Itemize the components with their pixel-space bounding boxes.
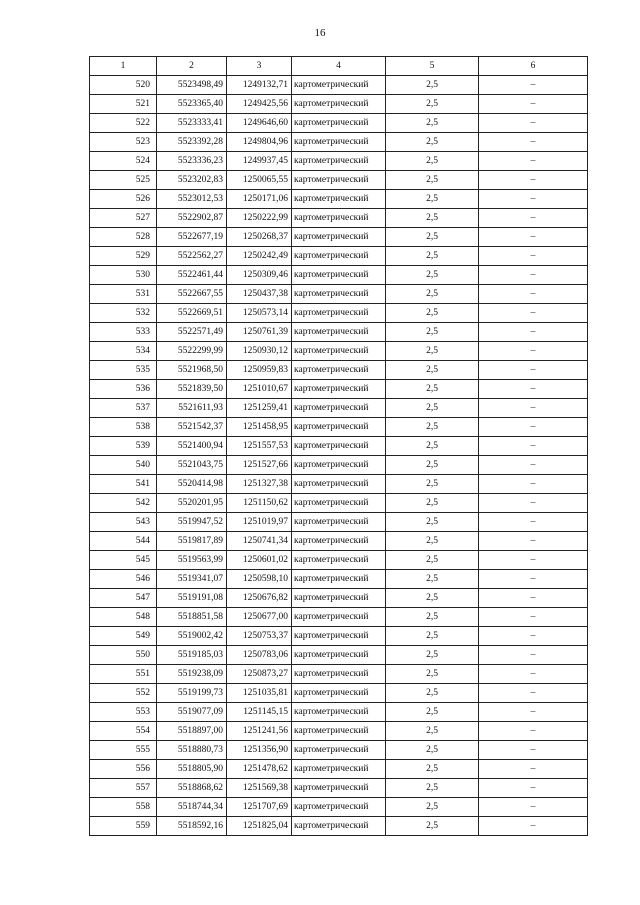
y-coordinate-cell: 1251458,95	[227, 418, 292, 437]
method-cell: картометрический	[292, 209, 386, 228]
accuracy-cell: 2,5	[386, 247, 479, 266]
y-coordinate-cell: 1250783,06	[227, 646, 292, 665]
method-cell: картометрический	[292, 741, 386, 760]
y-coordinate-cell: 1249425,56	[227, 95, 292, 114]
method-cell: картометрический	[292, 684, 386, 703]
accuracy-cell: 2,5	[386, 817, 479, 836]
accuracy-cell: 2,5	[386, 741, 479, 760]
description-cell: –	[479, 494, 588, 513]
description-cell: –	[479, 285, 588, 304]
method-cell: картометрический	[292, 551, 386, 570]
accuracy-cell: 2,5	[386, 722, 479, 741]
table-row	[90, 247, 588, 266]
accuracy-cell: 2,5	[386, 76, 479, 95]
x-coordinate-cell: 5518805,90	[157, 760, 227, 779]
method-cell: картометрический	[292, 399, 386, 418]
accuracy-cell: 2,5	[386, 646, 479, 665]
point-number-cell: 539	[90, 437, 157, 456]
description-cell: –	[479, 760, 588, 779]
point-number-cell: 538	[90, 418, 157, 437]
accuracy-cell: 2,5	[386, 475, 479, 494]
table-header	[90, 57, 588, 76]
x-coordinate-cell: 5519563,99	[157, 551, 227, 570]
table-row	[90, 703, 588, 722]
table-row	[90, 551, 588, 570]
table-row	[90, 608, 588, 627]
x-coordinate-cell: 5523498,49	[157, 76, 227, 95]
point-number-cell: 558	[90, 798, 157, 817]
description-cell: –	[479, 741, 588, 760]
accuracy-cell: 2,5	[386, 285, 479, 304]
method-cell: картометрический	[292, 247, 386, 266]
table-row	[90, 171, 588, 190]
accuracy-cell: 2,5	[386, 209, 479, 228]
accuracy-cell: 2,5	[386, 342, 479, 361]
accuracy-cell: 2,5	[386, 684, 479, 703]
table-row	[90, 152, 588, 171]
description-cell: –	[479, 779, 588, 798]
accuracy-cell: 2,5	[386, 437, 479, 456]
y-coordinate-cell: 1250959,83	[227, 361, 292, 380]
x-coordinate-cell: 5523333,41	[157, 114, 227, 133]
method-cell: картометрический	[292, 437, 386, 456]
x-coordinate-cell: 5521542,37	[157, 418, 227, 437]
x-coordinate-cell: 5519238,09	[157, 665, 227, 684]
description-cell: –	[479, 380, 588, 399]
point-number-cell: 525	[90, 171, 157, 190]
y-coordinate-cell: 1250437,38	[227, 285, 292, 304]
method-cell: картометрический	[292, 76, 386, 95]
x-coordinate-cell: 5519199,73	[157, 684, 227, 703]
point-number-cell: 546	[90, 570, 157, 589]
y-coordinate-cell: 1251259,41	[227, 399, 292, 418]
table-row	[90, 589, 588, 608]
description-cell: –	[479, 703, 588, 722]
point-number-cell: 554	[90, 722, 157, 741]
method-cell: картометрический	[292, 608, 386, 627]
method-cell: картометрический	[292, 456, 386, 475]
header-col-1: 1	[90, 57, 157, 76]
accuracy-cell: 2,5	[386, 228, 479, 247]
point-number-cell: 544	[90, 532, 157, 551]
point-number-cell: 542	[90, 494, 157, 513]
description-cell: –	[479, 456, 588, 475]
y-coordinate-cell: 1250222,99	[227, 209, 292, 228]
method-cell: картометрический	[292, 532, 386, 551]
method-cell: картометрический	[292, 228, 386, 247]
accuracy-cell: 2,5	[386, 361, 479, 380]
y-coordinate-cell: 1250573,14	[227, 304, 292, 323]
point-number-cell: 520	[90, 76, 157, 95]
y-coordinate-cell: 1250753,37	[227, 627, 292, 646]
accuracy-cell: 2,5	[386, 665, 479, 684]
description-cell: –	[479, 665, 588, 684]
point-number-cell: 550	[90, 646, 157, 665]
table-row	[90, 228, 588, 247]
table-row	[90, 95, 588, 114]
point-number-cell: 536	[90, 380, 157, 399]
page-number: 16	[314, 27, 326, 39]
y-coordinate-cell: 1251825,04	[227, 817, 292, 836]
x-coordinate-cell: 5523202,83	[157, 171, 227, 190]
y-coordinate-cell: 1251150,62	[227, 494, 292, 513]
x-coordinate-cell: 5519191,08	[157, 589, 227, 608]
x-coordinate-cell: 5521968,50	[157, 361, 227, 380]
accuracy-cell: 2,5	[386, 570, 479, 589]
description-cell: –	[479, 95, 588, 114]
table-row	[90, 760, 588, 779]
x-coordinate-cell: 5521400,94	[157, 437, 227, 456]
method-cell: картометрический	[292, 342, 386, 361]
description-cell: –	[479, 798, 588, 817]
table-row	[90, 475, 588, 494]
description-cell: –	[479, 114, 588, 133]
accuracy-cell: 2,5	[386, 494, 479, 513]
point-number-cell: 555	[90, 741, 157, 760]
y-coordinate-cell: 1249132,71	[227, 76, 292, 95]
x-coordinate-cell: 5523392,28	[157, 133, 227, 152]
table-body	[90, 76, 588, 836]
accuracy-cell: 2,5	[386, 304, 479, 323]
table-row	[90, 646, 588, 665]
table-row	[90, 380, 588, 399]
y-coordinate-cell: 1250761,39	[227, 323, 292, 342]
method-cell: картометрический	[292, 114, 386, 133]
y-coordinate-cell: 1251327,38	[227, 475, 292, 494]
table-row	[90, 798, 588, 817]
description-cell: –	[479, 247, 588, 266]
x-coordinate-cell: 5518744,34	[157, 798, 227, 817]
method-cell: картометрический	[292, 475, 386, 494]
point-number-cell: 522	[90, 114, 157, 133]
x-coordinate-cell: 5521611,93	[157, 399, 227, 418]
y-coordinate-cell: 1250601,02	[227, 551, 292, 570]
accuracy-cell: 2,5	[386, 380, 479, 399]
description-cell: –	[479, 361, 588, 380]
description-cell: –	[479, 722, 588, 741]
method-cell: картометрический	[292, 665, 386, 684]
x-coordinate-cell: 5522669,51	[157, 304, 227, 323]
table-row	[90, 437, 588, 456]
point-number-cell: 527	[90, 209, 157, 228]
y-coordinate-cell: 1250741,34	[227, 532, 292, 551]
method-cell: картометрический	[292, 380, 386, 399]
description-cell: –	[479, 228, 588, 247]
table-row	[90, 722, 588, 741]
accuracy-cell: 2,5	[386, 152, 479, 171]
y-coordinate-cell: 1251356,90	[227, 741, 292, 760]
y-coordinate-cell: 1251707,69	[227, 798, 292, 817]
x-coordinate-cell: 5522461,44	[157, 266, 227, 285]
point-number-cell: 524	[90, 152, 157, 171]
y-coordinate-cell: 1249804,96	[227, 133, 292, 152]
description-cell: –	[479, 817, 588, 836]
point-number-cell: 552	[90, 684, 157, 703]
description-cell: –	[479, 171, 588, 190]
method-cell: картометрический	[292, 513, 386, 532]
x-coordinate-cell: 5522299,99	[157, 342, 227, 361]
y-coordinate-cell: 1251010,67	[227, 380, 292, 399]
method-cell: картометрический	[292, 133, 386, 152]
method-cell: картометрический	[292, 798, 386, 817]
accuracy-cell: 2,5	[386, 703, 479, 722]
description-cell: –	[479, 399, 588, 418]
y-coordinate-cell: 1250242,49	[227, 247, 292, 266]
y-coordinate-cell: 1251557,53	[227, 437, 292, 456]
description-cell: –	[479, 475, 588, 494]
point-number-cell: 551	[90, 665, 157, 684]
x-coordinate-cell: 5518851,58	[157, 608, 227, 627]
point-number-cell: 533	[90, 323, 157, 342]
description-cell: –	[479, 76, 588, 95]
table-row	[90, 513, 588, 532]
method-cell: картометрический	[292, 779, 386, 798]
y-coordinate-cell: 1250309,46	[227, 266, 292, 285]
point-number-cell: 535	[90, 361, 157, 380]
y-coordinate-cell: 1251145,15	[227, 703, 292, 722]
accuracy-cell: 2,5	[386, 399, 479, 418]
accuracy-cell: 2,5	[386, 513, 479, 532]
description-cell: –	[479, 266, 588, 285]
accuracy-cell: 2,5	[386, 608, 479, 627]
description-cell: –	[479, 209, 588, 228]
description-cell: –	[479, 418, 588, 437]
method-cell: картометрический	[292, 190, 386, 209]
method-cell: картометрический	[292, 152, 386, 171]
point-number-cell: 530	[90, 266, 157, 285]
x-coordinate-cell: 5520201,95	[157, 494, 227, 513]
accuracy-cell: 2,5	[386, 551, 479, 570]
method-cell: картометрический	[292, 494, 386, 513]
method-cell: картометрический	[292, 285, 386, 304]
description-cell: –	[479, 513, 588, 532]
accuracy-cell: 2,5	[386, 95, 479, 114]
point-number-cell: 541	[90, 475, 157, 494]
method-cell: картометрический	[292, 266, 386, 285]
description-cell: –	[479, 437, 588, 456]
table-row	[90, 684, 588, 703]
description-cell: –	[479, 342, 588, 361]
accuracy-cell: 2,5	[386, 532, 479, 551]
y-coordinate-cell: 1250268,37	[227, 228, 292, 247]
y-coordinate-cell: 1250676,82	[227, 589, 292, 608]
point-number-cell: 534	[90, 342, 157, 361]
point-number-cell: 531	[90, 285, 157, 304]
table-row	[90, 342, 588, 361]
description-cell: –	[479, 532, 588, 551]
table-row	[90, 133, 588, 152]
y-coordinate-cell: 1250930,12	[227, 342, 292, 361]
method-cell: картометрический	[292, 646, 386, 665]
y-coordinate-cell: 1251019,97	[227, 513, 292, 532]
method-cell: картометрический	[292, 722, 386, 741]
point-number-cell: 559	[90, 817, 157, 836]
method-cell: картометрический	[292, 361, 386, 380]
table-row	[90, 741, 588, 760]
description-cell: –	[479, 190, 588, 209]
table-row	[90, 190, 588, 209]
table-row	[90, 304, 588, 323]
method-cell: картометрический	[292, 703, 386, 722]
description-cell: –	[479, 133, 588, 152]
method-cell: картометрический	[292, 627, 386, 646]
description-cell: –	[479, 627, 588, 646]
point-number-cell: 521	[90, 95, 157, 114]
coordinates-table	[89, 56, 588, 836]
y-coordinate-cell: 1249937,45	[227, 152, 292, 171]
description-cell: –	[479, 570, 588, 589]
point-number-cell: 532	[90, 304, 157, 323]
accuracy-cell: 2,5	[386, 779, 479, 798]
method-cell: картометрический	[292, 304, 386, 323]
x-coordinate-cell: 5518897,00	[157, 722, 227, 741]
point-number-cell: 549	[90, 627, 157, 646]
header-col-4: 4	[292, 57, 386, 76]
method-cell: картометрический	[292, 418, 386, 437]
accuracy-cell: 2,5	[386, 114, 479, 133]
y-coordinate-cell: 1250598,10	[227, 570, 292, 589]
x-coordinate-cell: 5522677,19	[157, 228, 227, 247]
point-number-cell: 540	[90, 456, 157, 475]
table-row	[90, 494, 588, 513]
accuracy-cell: 2,5	[386, 323, 479, 342]
x-coordinate-cell: 5523336,23	[157, 152, 227, 171]
table-row	[90, 570, 588, 589]
y-coordinate-cell: 1249646,60	[227, 114, 292, 133]
table-row	[90, 285, 588, 304]
x-coordinate-cell: 5519077,09	[157, 703, 227, 722]
point-number-cell: 543	[90, 513, 157, 532]
method-cell: картометрический	[292, 589, 386, 608]
x-coordinate-cell: 5519002,42	[157, 627, 227, 646]
point-number-cell: 545	[90, 551, 157, 570]
header-col-2: 2	[157, 57, 227, 76]
method-cell: картометрический	[292, 171, 386, 190]
description-cell: –	[479, 684, 588, 703]
accuracy-cell: 2,5	[386, 760, 479, 779]
table-row	[90, 817, 588, 836]
method-cell: картометрический	[292, 323, 386, 342]
table-row	[90, 456, 588, 475]
point-number-cell: 528	[90, 228, 157, 247]
description-cell: –	[479, 304, 588, 323]
y-coordinate-cell: 1250873,27	[227, 665, 292, 684]
accuracy-cell: 2,5	[386, 456, 479, 475]
table-row	[90, 532, 588, 551]
y-coordinate-cell: 1251569,38	[227, 779, 292, 798]
accuracy-cell: 2,5	[386, 627, 479, 646]
description-cell: –	[479, 323, 588, 342]
x-coordinate-cell: 5523365,40	[157, 95, 227, 114]
accuracy-cell: 2,5	[386, 266, 479, 285]
x-coordinate-cell: 5519817,89	[157, 532, 227, 551]
y-coordinate-cell: 1250065,55	[227, 171, 292, 190]
y-coordinate-cell: 1251035,81	[227, 684, 292, 703]
x-coordinate-cell: 5523012,53	[157, 190, 227, 209]
table-row	[90, 779, 588, 798]
accuracy-cell: 2,5	[386, 133, 479, 152]
header-row	[90, 57, 588, 76]
method-cell: картометрический	[292, 95, 386, 114]
accuracy-cell: 2,5	[386, 589, 479, 608]
method-cell: картометрический	[292, 817, 386, 836]
x-coordinate-cell: 5522571,49	[157, 323, 227, 342]
header-col-5: 5	[386, 57, 479, 76]
table-row	[90, 323, 588, 342]
table-row	[90, 114, 588, 133]
accuracy-cell: 2,5	[386, 171, 479, 190]
method-cell: картометрический	[292, 570, 386, 589]
point-number-cell: 553	[90, 703, 157, 722]
x-coordinate-cell: 5522562,27	[157, 247, 227, 266]
point-number-cell: 529	[90, 247, 157, 266]
accuracy-cell: 2,5	[386, 418, 479, 437]
accuracy-cell: 2,5	[386, 798, 479, 817]
header-col-6: 6	[479, 57, 588, 76]
x-coordinate-cell: 5521043,75	[157, 456, 227, 475]
description-cell: –	[479, 646, 588, 665]
x-coordinate-cell: 5522902,87	[157, 209, 227, 228]
point-number-cell: 557	[90, 779, 157, 798]
table-row	[90, 399, 588, 418]
point-number-cell: 547	[90, 589, 157, 608]
x-coordinate-cell: 5519341,07	[157, 570, 227, 589]
description-cell: –	[479, 551, 588, 570]
table-row	[90, 418, 588, 437]
table-row	[90, 76, 588, 95]
point-number-cell: 526	[90, 190, 157, 209]
x-coordinate-cell: 5518880,73	[157, 741, 227, 760]
x-coordinate-cell: 5520414,98	[157, 475, 227, 494]
description-cell: –	[479, 152, 588, 171]
y-coordinate-cell: 1251527,66	[227, 456, 292, 475]
x-coordinate-cell: 5519947,52	[157, 513, 227, 532]
accuracy-cell: 2,5	[386, 190, 479, 209]
y-coordinate-cell: 1251478,62	[227, 760, 292, 779]
table-row	[90, 361, 588, 380]
description-cell: –	[479, 608, 588, 627]
table-row	[90, 665, 588, 684]
table-row	[90, 266, 588, 285]
x-coordinate-cell: 5519185,03	[157, 646, 227, 665]
table-row	[90, 209, 588, 228]
point-number-cell: 537	[90, 399, 157, 418]
x-coordinate-cell: 5518592,16	[157, 817, 227, 836]
table-row	[90, 627, 588, 646]
method-cell: картометрический	[292, 760, 386, 779]
point-number-cell: 548	[90, 608, 157, 627]
point-number-cell: 523	[90, 133, 157, 152]
x-coordinate-cell: 5518868,62	[157, 779, 227, 798]
point-number-cell: 556	[90, 760, 157, 779]
description-cell: –	[479, 589, 588, 608]
header-col-3: 3	[227, 57, 292, 76]
y-coordinate-cell: 1250171,06	[227, 190, 292, 209]
x-coordinate-cell: 5521839,50	[157, 380, 227, 399]
y-coordinate-cell: 1250677,00	[227, 608, 292, 627]
y-coordinate-cell: 1251241,56	[227, 722, 292, 741]
x-coordinate-cell: 5522667,55	[157, 285, 227, 304]
